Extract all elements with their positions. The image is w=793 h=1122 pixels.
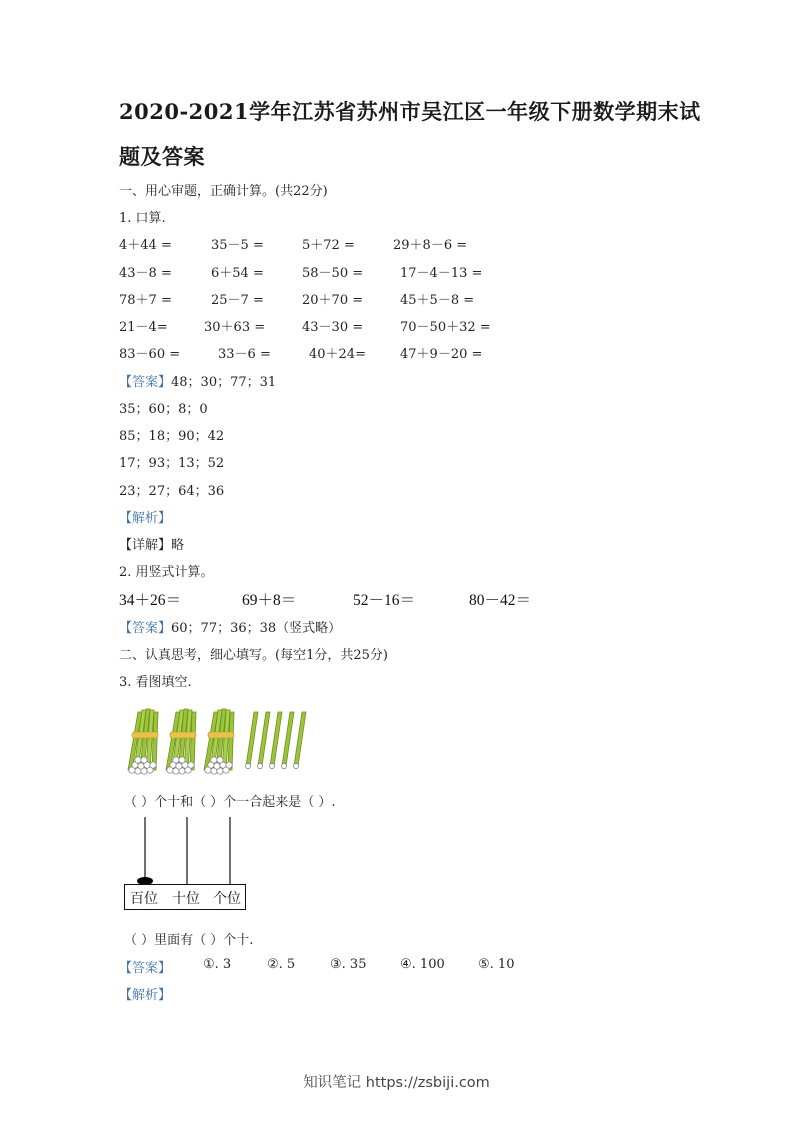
q1-r5-c1: 83－60 = bbox=[119, 347, 181, 362]
single-stick-4 bbox=[281, 712, 294, 769]
q3-answer-item-3: ③. 35 bbox=[330, 957, 367, 972]
single-stick-1 bbox=[245, 712, 258, 769]
q1-r5-c4: 47＋9－20 = bbox=[400, 347, 483, 362]
q1-r1-c1: 4＋44 = bbox=[119, 238, 172, 253]
q1-answer-line-5: 23；27；64；36 bbox=[119, 484, 225, 499]
q3-answer-item-1: ①. 3 bbox=[203, 957, 232, 972]
q3-analysis-tag: 【解析】 bbox=[119, 988, 172, 1003]
q3-answer-item-2: ②. 5 bbox=[267, 957, 296, 972]
q1-r5-c3: 40＋24= bbox=[309, 347, 366, 362]
section-2-heading: 二、认真思考，细心填写。(每空1分，共25分) bbox=[119, 648, 388, 663]
footer-watermark: 知识笔记 https://zsbiji.com bbox=[303, 1075, 490, 1091]
q1-answer-line-4: 17；93；13；52 bbox=[119, 456, 225, 471]
q1-r5-c2: 33－6 = bbox=[218, 347, 271, 362]
q1-analysis-tag: 【解析】 bbox=[119, 511, 172, 526]
page-title-line-2: 题及答案 bbox=[119, 144, 205, 169]
q2-expr-1: 34＋26＝ bbox=[119, 592, 182, 609]
q3-label: 3. 看图填空. bbox=[119, 675, 192, 690]
q3-answer-tag: 【答案】 bbox=[119, 961, 172, 976]
q1-r4-c1: 21－4= bbox=[119, 320, 168, 335]
q3-fill-1: （ ）个十和（ ）个一合起来是（ ）. bbox=[124, 795, 336, 810]
answer-text: 60；77；36；38（竖式略） bbox=[171, 621, 342, 636]
place-label-ones: 个位 bbox=[213, 891, 241, 907]
single-stick-3 bbox=[269, 712, 282, 769]
q1-r2-c4: 17－4－13 = bbox=[400, 266, 483, 281]
q1-r4-c4: 70－50＋32 = bbox=[400, 320, 491, 335]
q2-answer bbox=[119, 617, 341, 636]
q1-r2-c3: 58－50 = bbox=[302, 266, 364, 281]
q1-answer-line-3: 85；18；90；42 bbox=[119, 429, 225, 444]
single-stick-5 bbox=[293, 712, 306, 769]
q3-fill-2: （ ）里面有（ ）个十. bbox=[124, 933, 254, 948]
q2-expr-2: 69＋8＝ bbox=[242, 592, 297, 609]
answer-tag: 【答案】 bbox=[119, 621, 172, 636]
ten-bundle-2 bbox=[166, 709, 196, 774]
q1-r4-c2: 30＋63 = bbox=[204, 320, 266, 335]
place-label-hundreds: 百位 bbox=[130, 891, 158, 907]
q1-r3-c4: 45＋5－8 = bbox=[400, 293, 475, 308]
q2-expr-4: 80－42＝ bbox=[469, 592, 532, 609]
q1-r1-c2: 35－5 = bbox=[211, 238, 264, 253]
q2-label: 2. 用竖式计算。 bbox=[119, 565, 214, 580]
ten-bundle-1 bbox=[128, 709, 158, 774]
q1-answer-line-1 bbox=[119, 371, 276, 390]
q1-r4-c3: 43－30 = bbox=[302, 320, 364, 335]
q3-answer-item-5: ⑤. 10 bbox=[478, 957, 515, 972]
q1-answer-line-2: 35；60；8；0 bbox=[119, 402, 208, 417]
q1-r1-c3: 5＋72 = bbox=[302, 238, 355, 253]
place-value-box bbox=[124, 884, 246, 910]
q1-r2-c1: 43－8 = bbox=[119, 266, 172, 281]
q1-label: 1. 口算. bbox=[119, 211, 166, 226]
q2-expr-3: 52－16＝ bbox=[353, 592, 416, 609]
q3-answer-item-4: ④. 100 bbox=[400, 957, 445, 972]
q1-r3-c3: 20＋70 = bbox=[302, 293, 364, 308]
answer-text: 48；30；77；31 bbox=[171, 375, 277, 390]
q1-r2-c2: 6＋54 = bbox=[211, 266, 264, 281]
q1-r3-c1: 78＋7 = bbox=[119, 293, 172, 308]
single-stick-2 bbox=[257, 712, 270, 769]
q1-detail: 【详解】略 bbox=[119, 538, 185, 553]
q1-r3-c2: 25－7 = bbox=[211, 293, 264, 308]
q1-r1-c4: 29＋8－6 = bbox=[393, 238, 468, 253]
answer-tag: 【答案】 bbox=[119, 375, 172, 390]
section-1-heading: 一、用心审题，正确计算。(共22分) bbox=[119, 184, 328, 199]
place-label-tens: 十位 bbox=[172, 891, 200, 907]
ten-bundle-3 bbox=[204, 709, 234, 774]
sticks-illustration bbox=[124, 700, 324, 780]
page-title-line-1: 2020-2021学年江苏省苏州市吴江区一年级下册数学期末试 bbox=[119, 99, 701, 124]
abacus-rods bbox=[124, 815, 254, 887]
